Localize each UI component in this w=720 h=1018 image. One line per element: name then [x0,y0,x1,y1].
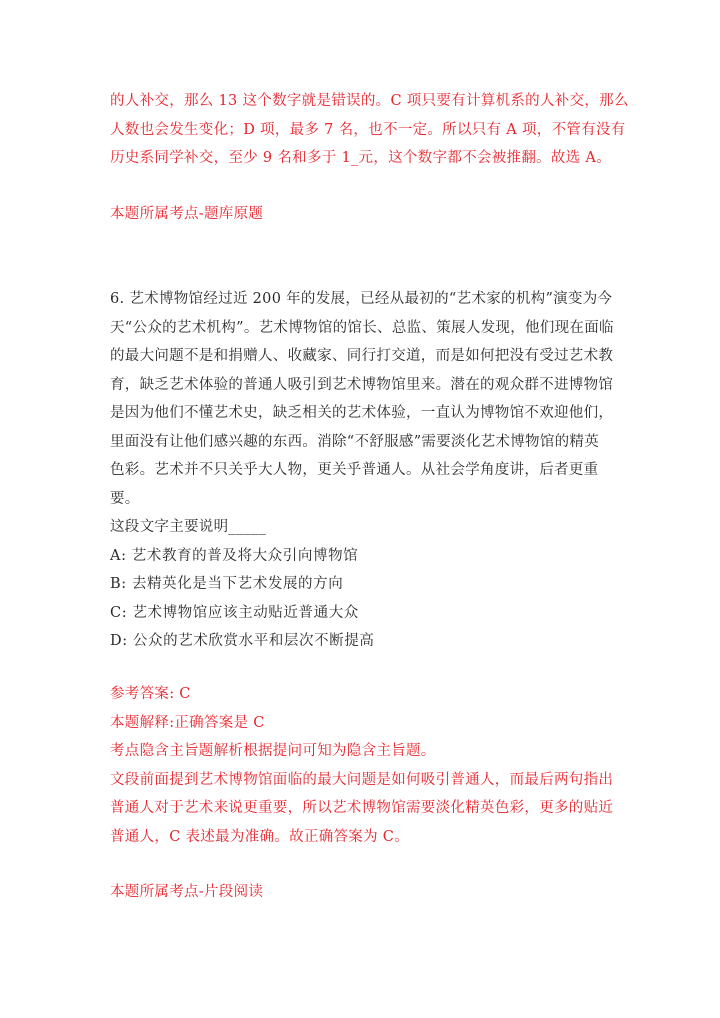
previous-explanation [110,87,629,173]
question-stem-line: 6. 艺术博物馆经过近 200 年的发展，已经从最初的“艺术家的机构”演变为今 [110,291,613,307]
option-b: B: 去精英化是当下艺术发展的方向 [110,576,344,592]
explanation-line: 考点隐含主旨题解析根据提问可知为隐含主旨题。 [110,743,436,759]
answer-block [110,680,620,851]
question-stem-line: 育，缺乏艺术体验的普通人吸引到艺术博物馆里来。潜在的观众群不进博物馆 [110,376,614,393]
category-label: 本题所属考点-片段阅读 [110,884,264,900]
question-stem-line: 天“公众的艺术机构”。艺术博物馆的馆长、总监、策展人发现，他们现在面临 [110,319,614,336]
explanation-line: 的人补交，那么 13 这个数字就是错误的。C 项只要有计算机系的人补交，那么 [110,93,629,109]
explanation-line: 人数也会发生变化；D 项，最多 7 名，也不一定。所以只有 A 项，不管有没有 [110,121,626,138]
question-category [110,878,620,907]
category-label: 本题所属考点-题库原题 [110,206,264,222]
previous-category [110,200,620,229]
option-c: C: 艺术博物馆应该主动贴近普通大众 [110,604,359,621]
question-stem-line: 里面没有让他们感兴趣的东西。消除“不舒服感”需要淡化艺术博物馆的精英 [110,433,600,450]
explanation-title: 本题解释:正确答案是 C [110,714,265,731]
option-a: A: 艺术教育的普及将大众引向博物馆 [110,547,359,564]
question-stem-line: 要。 [110,490,140,507]
question-block [110,285,620,656]
question-stem-line: 色彩。艺术并不只关乎大人物，更关乎普通人。从社会学角度讲，后者更重 [110,462,599,478]
explanation-line: 历史系同学补交，至少 9 名和多于 1_元，这个数字都不会被推翻。故选 A。 [110,150,612,166]
question-prompt: 这段文字主要说明_____ [110,519,267,535]
option-d: D: 公众的艺术欣赏水平和层次不断提高 [110,633,375,649]
explanation-line: 普通人，C 表述最为准确。故正确答案为 C。 [110,828,410,845]
question-stem-line: 的最大问题不是和捐赠人、收藏家、同行打交道，而是如何把没有受过艺术教 [110,348,614,364]
question-stem-line: 是因为他们不懂艺术史，缺乏相关的艺术体验，一直认为博物馆不欢迎他们， [110,405,614,421]
reference-answer: 参考答案: C [110,686,191,702]
explanation-line: 普通人对于艺术来说更重要，所以艺术博物馆需要淡化精英色彩，更多的贴近 [110,800,614,816]
explanation-line: 文段前面提到艺术博物馆面临的最大问题是如何吸引普通人，而最后两句指出 [110,771,614,788]
